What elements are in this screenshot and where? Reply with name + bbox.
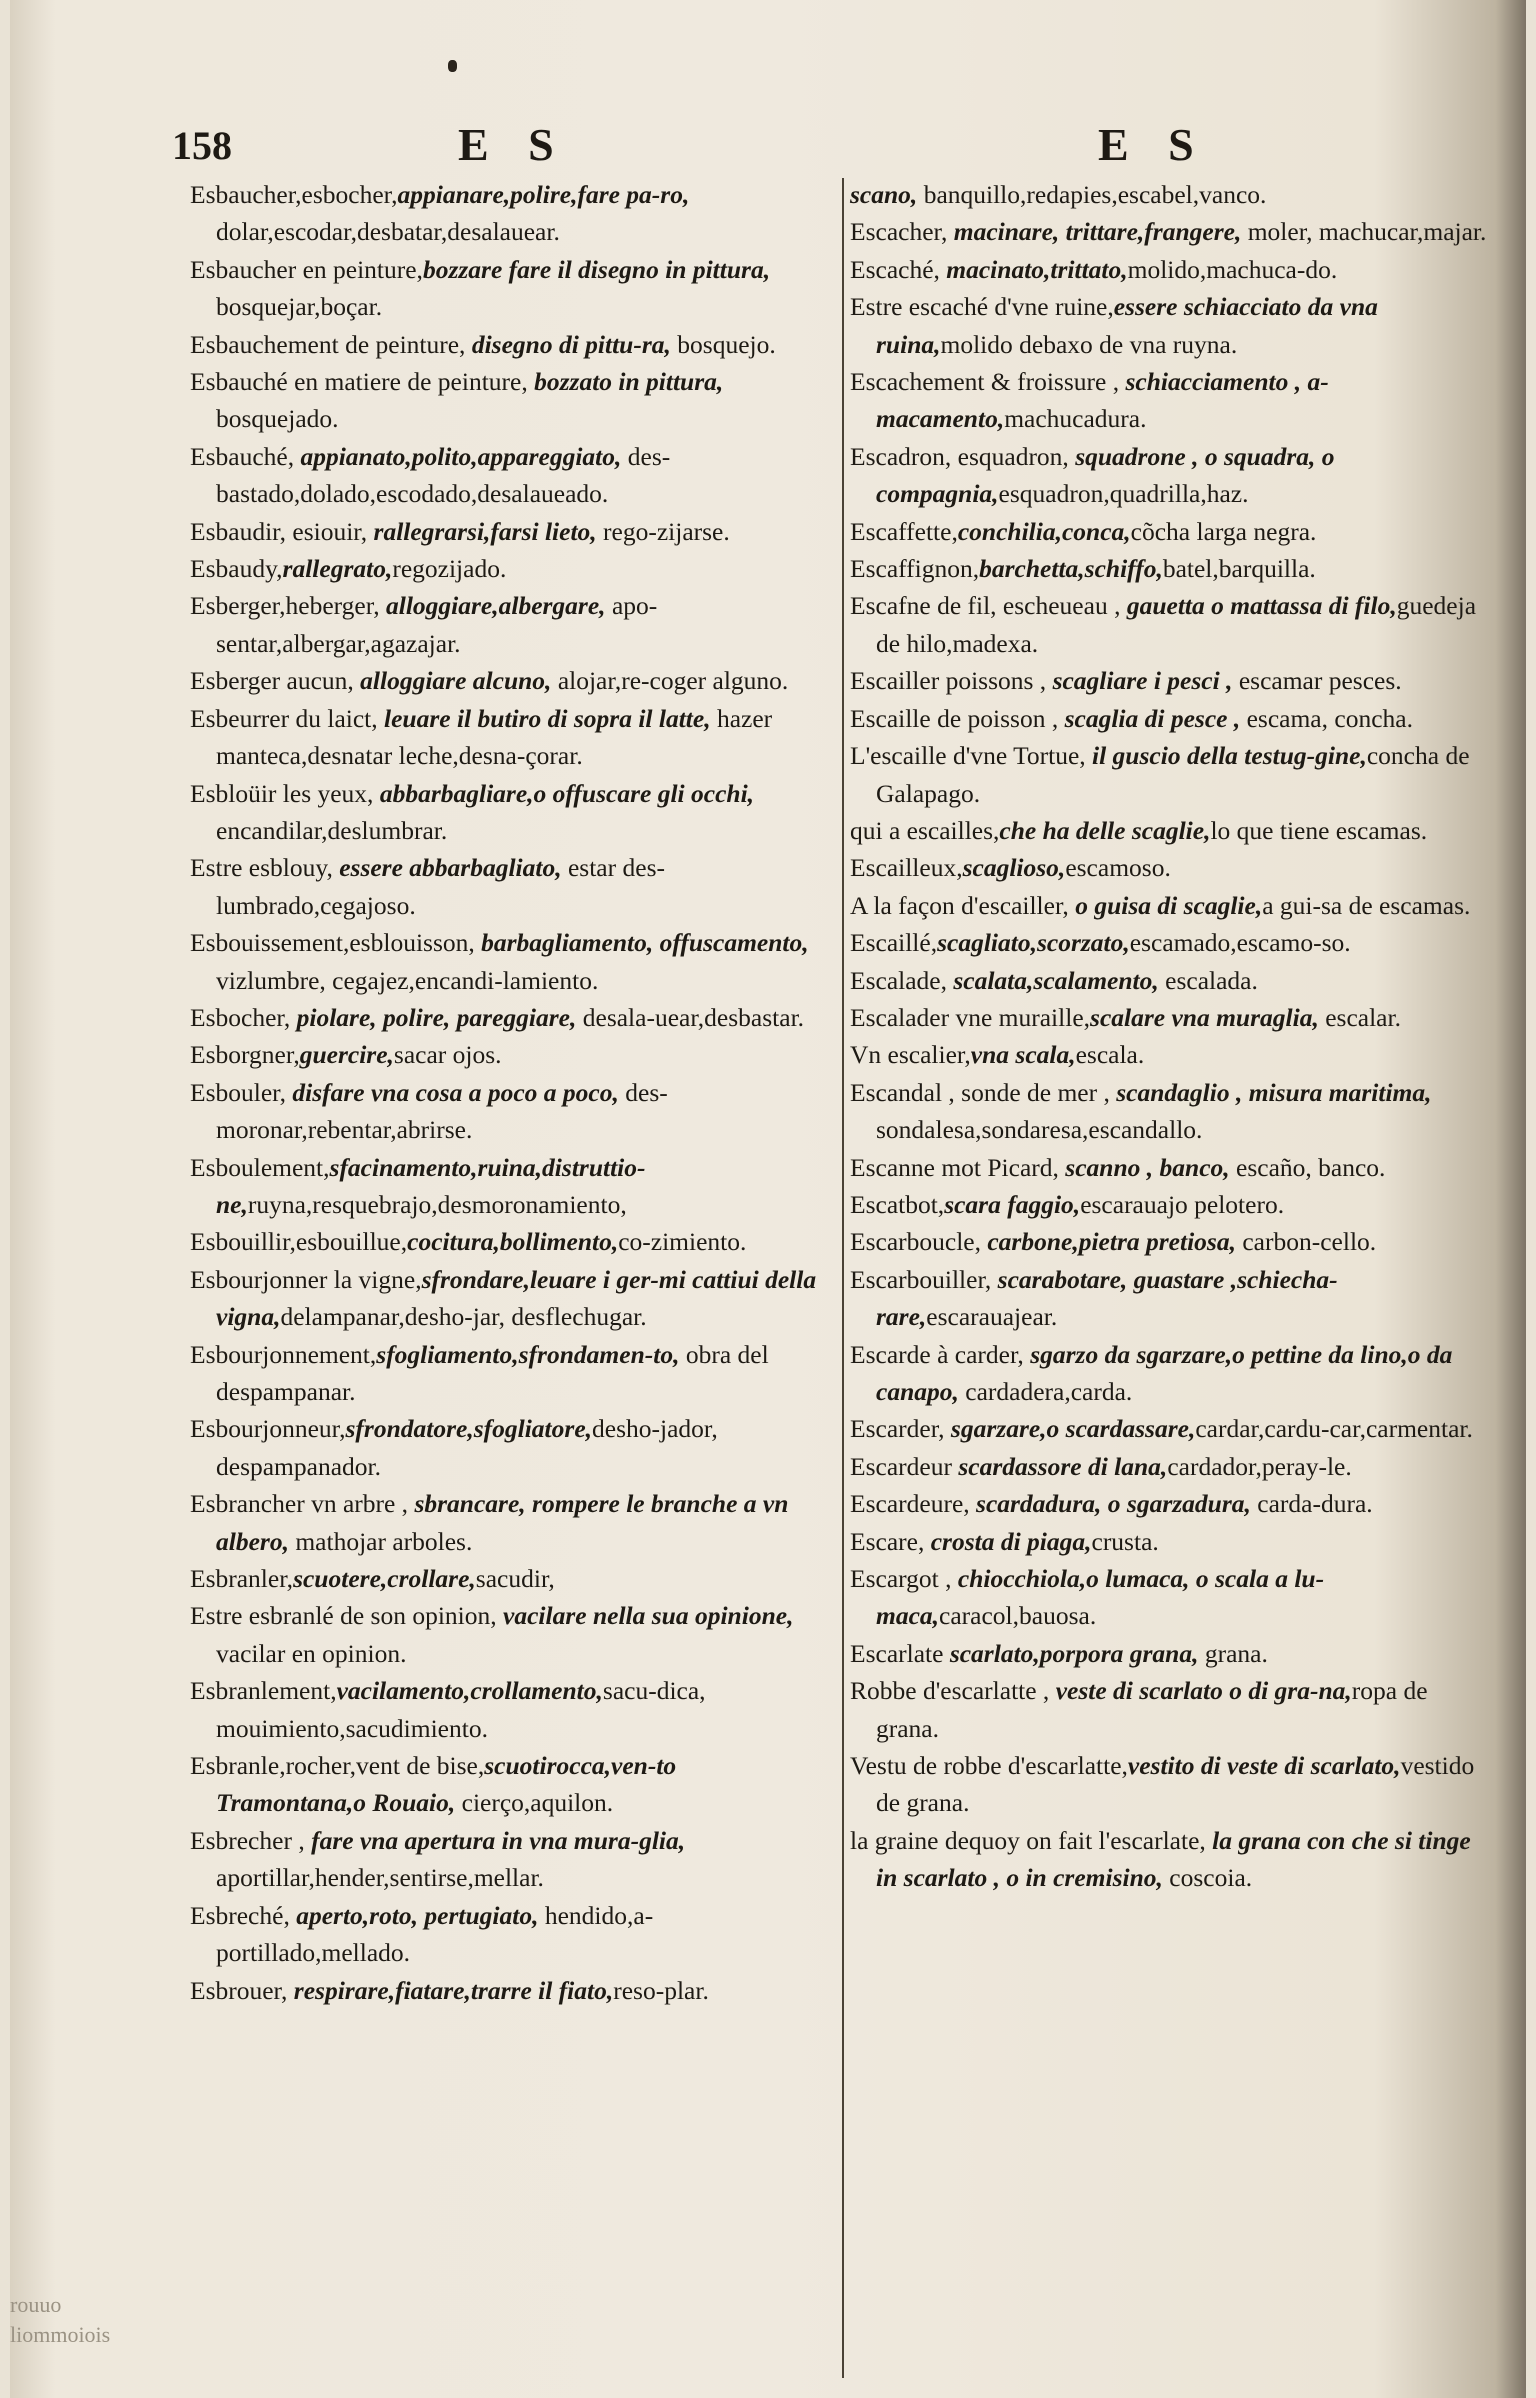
italian-gloss: scano, [850, 180, 918, 209]
italian-gloss: scara faggio, [944, 1189, 1081, 1219]
french-headword: Estre esbranlé de son opinion, [190, 1601, 504, 1631]
spanish-gloss: estar des-lumbrado,cegajoso. [216, 853, 665, 920]
italian-gloss: scagliare i pesci , [1052, 666, 1233, 696]
dictionary-entry [190, 1972, 828, 2009]
french-headword: Esbloüir les yeux, [190, 778, 380, 808]
dictionary-entry [850, 1747, 1490, 1822]
italian-gloss: carbone,pietra pretiosa, [987, 1227, 1236, 1257]
dictionary-entry [850, 176, 1490, 213]
right-column [850, 176, 1490, 1897]
spanish-gloss: desho-jador, despampanador. [216, 1414, 718, 1481]
dictionary-entry [850, 1336, 1490, 1411]
dictionary-entry [850, 550, 1490, 587]
french-headword: Escarder, [850, 1414, 951, 1444]
italian-gloss: scardassore di lana, [958, 1451, 1168, 1481]
italian-gloss: squadrone , o squadra, o compagnia, [876, 441, 1335, 509]
dictionary-entry [190, 363, 828, 438]
italian-gloss: macinare, trittare,frangere, [953, 217, 1242, 247]
dictionary-entry [850, 438, 1490, 513]
dictionary-entry [190, 1074, 828, 1149]
dictionary-entry [850, 213, 1490, 250]
dictionary-entry [190, 1485, 828, 1560]
french-headword: Escarboucle, [850, 1227, 988, 1257]
dictionary-entry [190, 1747, 828, 1822]
dictionary-entry [850, 363, 1490, 438]
spanish-gloss: escamado,escamo-so. [1129, 928, 1351, 958]
spanish-gloss: sacudir, [475, 1564, 555, 1594]
spanish-gloss: sacar ojos. [393, 1040, 502, 1070]
french-headword: Esbrouer, [190, 1975, 294, 2005]
french-headword: Escarlate [850, 1638, 950, 1668]
spanish-gloss: escala. [1075, 1040, 1145, 1070]
spanish-gloss: cierço,aquilon. [455, 1788, 614, 1818]
spanish-gloss: carbon-cello. [1235, 1227, 1377, 1257]
french-headword: Esbouler, [190, 1077, 293, 1107]
dictionary-entry [850, 1448, 1490, 1485]
french-headword: Esborgner, [190, 1040, 300, 1070]
italian-gloss: chiocchiola,o lumaca, o scala a lu-maca, [876, 1564, 1325, 1631]
dictionary-entry [850, 962, 1490, 999]
french-headword: Escacher, [850, 217, 954, 247]
italian-gloss: rallegrato, [282, 554, 393, 584]
dictionary-entry [850, 849, 1490, 886]
dictionary-entry [850, 587, 1490, 662]
italian-gloss: sfrondare,leuare i ger-mi cattiui della vigna, [216, 1264, 817, 1332]
dictionary-entry [850, 1672, 1490, 1747]
italian-gloss: scardadura, o sgarzadura, [976, 1489, 1251, 1519]
spanish-gloss: escalar. [1318, 1002, 1401, 1032]
dictionary-entry [850, 662, 1490, 699]
french-headword: Esbauché en matiere de peinture, [190, 367, 535, 397]
french-headword: Esboulement, [190, 1152, 330, 1182]
french-headword: Esbranler, [190, 1564, 294, 1594]
dictionary-entry [190, 1410, 828, 1485]
french-headword: Escaillé, [850, 928, 938, 958]
italian-gloss: o guisa di scaglie, [1075, 890, 1263, 920]
italian-gloss: barbagliamento, offuscamento, [481, 928, 809, 958]
dictionary-entry [190, 849, 828, 924]
spanish-gloss: desala-uear,desbastar. [576, 1002, 805, 1032]
italian-gloss: scuotere,crollare, [293, 1564, 476, 1594]
dictionary-entry [850, 887, 1490, 924]
dictionary-entry [190, 999, 828, 1036]
italian-gloss: macinato,trittato, [946, 254, 1128, 284]
french-headword: Esbocher, [190, 1002, 297, 1032]
dictionary-entry [850, 1261, 1490, 1336]
french-headword: Escandal , sonde de mer , [850, 1077, 1117, 1107]
spanish-gloss: escamar pesces. [1232, 666, 1402, 696]
italian-gloss: sbrancare, rompere le branche a vn albero, [216, 1489, 789, 1556]
french-headword: Escarde à carder, [850, 1339, 1031, 1369]
spanish-gloss: crusta. [1091, 1526, 1159, 1556]
dictionary-entry [850, 1523, 1490, 1560]
spanish-gloss: sacu-dica, mouimiento,sacudimiento. [216, 1676, 706, 1743]
italian-gloss: sfacinamento,ruina,distruttio-ne, [216, 1152, 646, 1219]
spanish-gloss: molido,machuca-do. [1127, 254, 1338, 284]
italian-gloss: cocitura,bollimento, [407, 1227, 619, 1257]
italian-gloss: scarabotare, guastare ,schiecha-rare, [876, 1264, 1338, 1332]
french-headword: Esbourjonner la vigne, [190, 1264, 422, 1294]
spanish-gloss: molido debaxo de vna ruyna. [940, 329, 1238, 359]
dictionary-entry [190, 1672, 828, 1747]
spanish-gloss: apo-sentar,albergar,agazajar. [216, 591, 658, 658]
french-headword: L'escaille d'vne Tortue, [850, 741, 1093, 771]
italian-gloss: che ha delle scaglie, [999, 815, 1211, 845]
spanish-gloss: moler, machucar,majar. [1241, 217, 1487, 247]
spanish-gloss: des-moronar,rebentar,abrirse. [216, 1077, 668, 1145]
spanish-gloss: cõcha larga negra. [1130, 516, 1317, 546]
italian-gloss: sfrondatore,sfogliatore, [345, 1414, 593, 1444]
french-headword: Esbaucher,esbocher, [190, 180, 398, 209]
dictionary-entry [850, 700, 1490, 737]
french-headword: Estre esblouy, [190, 853, 340, 883]
french-headword: Esbeurrer du laict, [190, 703, 385, 733]
spanish-gloss: esquadron,quadrilla,haz. [998, 479, 1249, 509]
spanish-gloss: des-bastado,dolado,escodado,desalaueado. [216, 441, 671, 509]
french-headword: Escalade, [850, 965, 954, 995]
french-headword: qui a escailles, [850, 815, 1000, 845]
french-headword: Esberger,heberger, [190, 591, 386, 621]
french-headword: Esbouillir,esbouillue, [190, 1227, 408, 1257]
dictionary-entry [850, 812, 1490, 849]
dictionary-entry [850, 1822, 1490, 1897]
book-page [10, 0, 1526, 2398]
bleed-line: liommoiois [10, 2322, 111, 2347]
dictionary-entry [190, 1036, 828, 1073]
italian-gloss: vacilare nella sua opinione, [503, 1601, 794, 1631]
italian-gloss: respirare,fiatare,trarre il fiato, [293, 1975, 614, 2005]
dictionary-entry [850, 513, 1490, 550]
french-headword: Escardeure, [850, 1489, 977, 1519]
bleed-line: rouuo [10, 2292, 62, 2317]
french-headword: Escaffignon, [850, 554, 980, 584]
italian-gloss: scagliato,scorzato, [937, 928, 1130, 958]
dictionary-entry [850, 1223, 1490, 1260]
spanish-gloss: ropa de grana. [876, 1676, 1428, 1743]
spanish-gloss: aportillar,hender,sentirse,mellar. [216, 1863, 544, 1893]
dictionary-entry [850, 1186, 1490, 1223]
italian-gloss: bozzare fare il disegno in pittura, [422, 254, 771, 284]
italian-gloss: disegno di pittu-ra, [471, 329, 671, 359]
dictionary-entry [190, 775, 828, 850]
spanish-gloss: cardadera,carda. [958, 1377, 1133, 1406]
french-headword: Escalader vne muraille, [850, 1002, 1091, 1032]
italian-gloss: guercire, [299, 1040, 394, 1070]
spanish-gloss: vizlumbre, cegajez,encandi-lamiento. [216, 965, 599, 995]
italian-gloss: scalata,scalamento, [953, 965, 1159, 995]
french-headword: Vestu de robbe d'escarlatte, [850, 1751, 1128, 1781]
french-headword: Esberger aucun, [190, 666, 361, 696]
spanish-gloss: guedeja de hilo,madexa. [876, 591, 1477, 658]
italian-gloss: barchetta,schiffo, [979, 554, 1163, 584]
italian-gloss: sgarzo da sgarzare,o pettine da lino,o da canapo, [876, 1339, 1453, 1406]
spanish-gloss: concha de Galapago. [876, 741, 1470, 808]
spanish-gloss: reso-plar. [613, 1975, 709, 2005]
spanish-gloss: cardador,peray-le. [1167, 1451, 1352, 1481]
spanish-gloss: mathojar arboles. [288, 1526, 473, 1556]
italian-gloss: crosta di piaga, [930, 1526, 1092, 1556]
spanish-gloss: regozijado. [392, 554, 507, 584]
dictionary-entry [190, 1149, 828, 1224]
italian-gloss: scarlato,porpora grana, [949, 1638, 1199, 1668]
french-headword: Escarbouiller, [850, 1264, 998, 1294]
spanish-gloss: bosquejar,boçar. [216, 292, 383, 322]
spanish-gloss: sondalesa,sondaresa,escandallo. [876, 1115, 1203, 1145]
spanish-gloss: hazer manteca,desnatar leche,desna-çorar. [216, 703, 773, 771]
italian-gloss: fare vna apertura in vna mura-glia, [311, 1825, 686, 1855]
dictionary-entry [190, 1223, 828, 1260]
french-headword: Esbrecher , [190, 1825, 312, 1855]
french-headword: Robbe d'escarlatte , [850, 1676, 1056, 1706]
french-headword: Escaffette, [850, 516, 958, 546]
dictionary-entry [190, 662, 828, 699]
french-headword: Escargot , [850, 1564, 958, 1594]
french-headword: Escailler poissons , [850, 666, 1053, 696]
running-head-left: E S [458, 119, 568, 170]
dictionary-entry [190, 176, 828, 251]
italian-gloss: sfogliamento,sfrondamen-to, [376, 1339, 680, 1369]
spanish-gloss: cardar,cardu-car,carmentar. [1195, 1414, 1473, 1444]
page-header [10, 118, 1526, 174]
italian-gloss: vna scala, [970, 1040, 1076, 1070]
dictionary-entry [190, 550, 828, 587]
french-headword: Esbauché, [190, 441, 301, 471]
italian-gloss: la grana con che si tinge in scarlato , o in cremisino, [876, 1825, 1471, 1893]
italian-gloss: vacilamento,crollamento, [336, 1676, 603, 1706]
spanish-gloss: banquillo,redapies,escabel,vanco. [917, 180, 1267, 209]
dictionary-entry [850, 737, 1490, 812]
french-headword: A la façon d'escailler, [850, 890, 1076, 920]
french-headword: Vn escalier, [850, 1040, 971, 1070]
dictionary-entry [850, 1074, 1490, 1149]
italian-gloss: abbarbagliare,o offuscare gli occhi, [379, 778, 755, 808]
french-headword: Escaché, [850, 254, 947, 284]
bleed-through-text [10, 2290, 180, 2350]
spanish-gloss: batel,barquilla. [1162, 554, 1316, 584]
spanish-gloss: carda-dura. [1250, 1489, 1373, 1519]
french-headword: Escare, [850, 1526, 931, 1556]
dictionary-entry [190, 1261, 828, 1336]
italian-gloss: gauetta o mattassa di filo, [1126, 591, 1397, 621]
spanish-gloss: rego-zijarse. [596, 516, 730, 546]
dictionary-entry [190, 1560, 828, 1597]
french-headword: Esbaudir, esiouir, [190, 516, 374, 546]
spanish-gloss: machucadura. [1004, 404, 1147, 434]
spanish-gloss: escaño, banco. [1229, 1152, 1386, 1182]
spanish-gloss: vacilar en opinion. [216, 1638, 407, 1668]
spanish-gloss: escamoso. [1065, 853, 1171, 883]
italian-gloss: il guscio della testug-gine, [1092, 741, 1367, 771]
spanish-gloss: lo que tiene escamas. [1210, 815, 1428, 845]
french-headword: Escailleux, [850, 853, 963, 883]
italian-gloss: veste di scarlato o di gra-na, [1055, 1676, 1352, 1706]
dictionary-entry [190, 1597, 828, 1672]
dictionary-entry [850, 1635, 1490, 1672]
italian-gloss: schiacciamento , a-macamento, [876, 367, 1329, 434]
dictionary-entry [190, 326, 828, 363]
french-headword: Escachement & froissure , [850, 367, 1126, 397]
italian-gloss: scuotirocca,ven-to Tramontana,o Rouaio, [216, 1751, 677, 1818]
italian-gloss: essere schiacciato da vna ruina, [876, 292, 1378, 359]
ink-mark [448, 60, 457, 72]
french-headword: Escanne mot Picard, [850, 1152, 1066, 1182]
italian-gloss: conchilia,conca, [957, 516, 1131, 546]
french-headword: Escatbot, [850, 1189, 945, 1219]
french-headword: Esbranlement, [190, 1676, 337, 1706]
french-headword: Esbaudy, [190, 554, 283, 584]
spanish-gloss: ruyna,resquebrajo,desmoronamiento, [247, 1189, 627, 1219]
french-headword: Esbaucher en peinture, [190, 254, 423, 284]
spanish-gloss: grana. [1198, 1638, 1268, 1668]
dictionary-entry [850, 251, 1490, 288]
italian-gloss: scandaglio , misura maritima, [1116, 1077, 1432, 1107]
italian-gloss: essere abbarbagliato, [339, 853, 562, 883]
dictionary-entry [190, 1822, 828, 1897]
italian-gloss: alloggiare alcuno, [360, 666, 552, 696]
dictionary-entry [190, 251, 828, 326]
dictionary-entry [850, 288, 1490, 363]
spanish-gloss: dolar,escodar,desbatar,desalauear. [216, 217, 560, 247]
dictionary-entry [190, 587, 828, 662]
dictionary-entry [190, 700, 828, 775]
french-headword: Estre escaché d'vne ruine, [850, 292, 1114, 322]
left-column [190, 176, 828, 2009]
spanish-gloss: escama, concha. [1240, 703, 1413, 733]
italian-gloss: disfare vna cosa a poco a poco, [292, 1077, 619, 1107]
italian-gloss: sgarzare,o scardassare, [950, 1414, 1196, 1444]
italian-gloss: aperto,roto, pertugiato, [296, 1900, 539, 1930]
column-divider [842, 178, 844, 2378]
dictionary-entry [850, 1560, 1490, 1635]
spanish-gloss: escalada. [1158, 965, 1258, 995]
spanish-gloss: bosquejo. [670, 329, 776, 359]
french-headword: Escadron, esquadron, [850, 441, 1076, 471]
french-headword: la graine dequoy on fait l'escarlate, [850, 1825, 1213, 1855]
spanish-gloss: co-zimiento. [618, 1227, 747, 1257]
dictionary-entry [850, 924, 1490, 961]
dictionary-entry [850, 1410, 1490, 1447]
dictionary-entry [850, 999, 1490, 1036]
italian-gloss: piolare, polire, pareggiare, [296, 1002, 577, 1032]
italian-gloss: scaglia di pesce , [1064, 703, 1241, 733]
french-headword: Escaille de poisson , [850, 703, 1065, 733]
italian-gloss: bozzato in pittura, [534, 367, 724, 397]
italian-gloss: rallegrarsi,farsi lieto, [373, 516, 597, 546]
italian-gloss: scanno , banco, [1065, 1152, 1230, 1182]
spanish-gloss: escarauajear. [926, 1302, 1058, 1332]
dictionary-entry [190, 924, 828, 999]
french-headword: Esbreché, [190, 1900, 297, 1930]
italian-gloss: appianato,polito,appareggiato, [300, 441, 622, 471]
french-headword: Escafne de fil, escheueau , [850, 591, 1127, 621]
dictionary-entry [190, 513, 828, 550]
italian-gloss: scalare vna muraglia, [1090, 1002, 1319, 1032]
dictionary-entry [190, 438, 828, 513]
italian-gloss: alloggiare,albergare, [385, 591, 606, 621]
italian-gloss: leuare il butiro di sopra il latte, [384, 703, 711, 733]
french-headword: Esbauchement de peinture, [190, 329, 472, 359]
spanish-gloss: coscoia. [1162, 1863, 1253, 1893]
spanish-gloss: bosquejado. [216, 404, 339, 434]
spanish-gloss: obra del despampanar. [216, 1339, 769, 1406]
french-headword: Esbourjonneur, [190, 1414, 346, 1444]
dictionary-entry [850, 1036, 1490, 1073]
dictionary-entry [850, 1149, 1490, 1186]
page-number: 158 [172, 123, 232, 168]
spanish-gloss: caracol,bauosa. [939, 1601, 1097, 1631]
dictionary-entry [850, 1485, 1490, 1522]
french-headword: Esbouissement,esblouisson, [190, 928, 482, 958]
dictionary-entry [190, 1897, 828, 1972]
running-head-right: E S [1098, 119, 1208, 170]
french-headword: Esbranle,rocher,vent de bise, [190, 1751, 485, 1781]
dictionary-entry [190, 1336, 828, 1411]
italian-gloss: appianare,polire,fare pa-ro, [397, 180, 690, 209]
italian-gloss: vestito di veste di scarlato, [1127, 1751, 1401, 1781]
italian-gloss: scaglioso, [962, 853, 1066, 883]
spanish-gloss: delampanar,desho-jar, desflechugar. [280, 1302, 647, 1332]
spanish-gloss: vestido de grana. [876, 1751, 1475, 1818]
spanish-gloss: alojar,re-coger alguno. [551, 666, 789, 696]
spanish-gloss: a gui-sa de escamas. [1262, 890, 1471, 920]
spanish-gloss: escarauajo pelotero. [1080, 1189, 1285, 1219]
french-headword: Esbrancher vn arbre , [190, 1489, 415, 1519]
french-headword: Escardeur [850, 1451, 959, 1481]
french-headword: Esbourjonnement, [190, 1339, 377, 1369]
spanish-gloss: encandilar,deslumbrar. [216, 815, 448, 845]
spanish-gloss: hendido,a-portillado,mellado. [216, 1900, 654, 1968]
